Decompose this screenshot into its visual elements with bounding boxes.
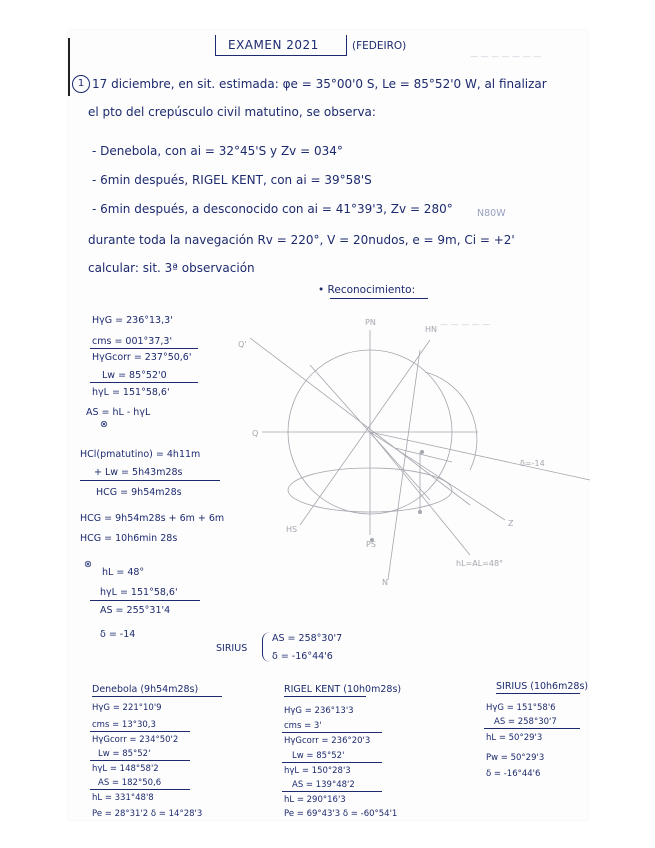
- problem-number: 1: [72, 75, 90, 93]
- title-underline: [92, 696, 222, 697]
- calc-line: AS = hL - hγL: [86, 407, 151, 418]
- calc-line: HγGcorr = 237°50,6': [92, 352, 192, 363]
- sirius-label: SIRIUS: [216, 643, 248, 654]
- label-q-prime: Q': [238, 340, 247, 349]
- calc-line: cms = 001°37,3': [92, 336, 173, 347]
- table-row: Pw = 50°29'3: [486, 753, 545, 763]
- table-row: AS = 139°48'2: [292, 780, 355, 790]
- vertical-circle-line: [388, 350, 420, 580]
- sum-line: [484, 728, 580, 729]
- reference-mark: ⊗: [84, 559, 92, 570]
- page-subtitle: (FEDEIRO): [352, 40, 407, 52]
- table-row: HγGcorr = 236°20'3: [284, 736, 371, 746]
- reference-mark: ⊗: [100, 419, 108, 430]
- table-row: Lw = 85°52': [98, 749, 151, 759]
- sirius-as: AS = 258°30'7: [272, 633, 343, 644]
- table-row: hγL = 150°28'3: [284, 766, 351, 776]
- table-row: AS = 258°30'7: [494, 717, 557, 727]
- observation-3-note: N80W: [477, 208, 506, 219]
- sirius-dec: δ = -16°44'6: [272, 651, 333, 662]
- observation-2: - 6min después, RIGEL KENT, con ai = 39°58'S: [92, 173, 372, 187]
- calc-line: + Lw = 5h43m28s: [94, 467, 183, 478]
- sum-line: [90, 731, 190, 732]
- table-title-sirius: SIRIUS (10h6m28s): [496, 681, 589, 692]
- observation-1: - Denebola, con ai = 32°45'S y Zv = 034°: [92, 144, 343, 158]
- label-declination: δ=-14: [520, 459, 545, 468]
- star-point: [420, 450, 424, 454]
- sum-line: [90, 789, 190, 790]
- calc-line: Lw = 85°52'0: [102, 370, 167, 381]
- table-row: cms = 3': [284, 721, 322, 731]
- title-underline: [284, 696, 366, 697]
- label-ps: PS: [366, 540, 376, 549]
- table-title-denebola: Denebola (9h54m28s): [92, 684, 199, 695]
- observation-3: - 6min después, a desconocido con ai = 41°39'3, Zv = 280°: [92, 202, 453, 216]
- calc-line: hγL = 151°58,6': [92, 387, 170, 398]
- zenith-line: [370, 432, 505, 520]
- course-line: durante toda la navegación Rv = 220°, V = 20nudos, e = 9m, Ci = +2': [88, 233, 515, 247]
- table-row: HγG = 236°13'3: [284, 706, 354, 716]
- calculate-line: calcular: sit. 3ª observación: [88, 261, 255, 275]
- calc-line: δ = -14: [100, 629, 136, 640]
- title-underline: [496, 693, 580, 694]
- table-row: hL = 290°16'3: [284, 795, 346, 805]
- label-z: Z: [508, 519, 514, 528]
- calc-line: hγL = 151°58,6': [100, 587, 178, 598]
- calc-line: HCG = 10h6min 28s: [80, 533, 178, 544]
- table-row: hL = 331°48'8: [92, 793, 154, 803]
- table-row: HγG = 151°58'6: [486, 703, 556, 713]
- label-q: Q: [252, 429, 259, 438]
- table-row: Pe = 28°31'2 δ = 14°28'3: [92, 809, 203, 819]
- table-row: AS = 182°50,6: [98, 778, 162, 788]
- page-title: EXAMEN 2021: [228, 38, 319, 52]
- calc-line: HγG = 236°13,3': [92, 315, 173, 326]
- label-pn: PN: [365, 318, 376, 327]
- statement-line-2: el pto del crepúsculo civil matutino, se observa:: [88, 105, 376, 119]
- calc-line: HCG = 9h54m28s: [96, 487, 182, 498]
- label-hs: HS: [286, 525, 298, 534]
- recognition-title: • Reconocimiento:: [318, 284, 416, 296]
- bleed-through-text: — — — — —: [440, 320, 491, 329]
- table-row: cms = 13°30,3: [92, 720, 156, 730]
- equator-line: [250, 338, 470, 505]
- sum-line: [90, 760, 190, 761]
- bleed-through-text: — — — — — — —: [470, 52, 542, 61]
- calc-line: hL = 48°: [102, 567, 145, 578]
- table-row: hγL = 148°58'2: [92, 764, 159, 774]
- table-row: HγG = 221°10'9: [92, 703, 162, 713]
- table-title-rigel-kent: RIGEL KENT (10h0m28s): [284, 684, 402, 695]
- table-row: Lw = 85°52': [292, 751, 345, 761]
- label-altitude: hL=AL=48°: [456, 559, 504, 568]
- calc-line: HCl(pmatutino) = 4h11m: [80, 449, 201, 460]
- sum-line: [282, 732, 382, 733]
- table-row: Pe = 69°43'3 δ = -60°54'1: [284, 809, 398, 819]
- table-row: hL = 50°29'3: [486, 733, 543, 743]
- star-point: [418, 510, 422, 514]
- statement-line-1: 17 diciembre, en sit. estimada: φe = 35°00'0 S, Le = 85°52'0 W, al finalizar: [92, 77, 547, 91]
- label-hn: HN: [425, 325, 437, 334]
- sum-line: [282, 762, 382, 763]
- calc-line: HCG = 9h54m28s + 6m + 6m: [80, 513, 225, 524]
- label-n: N: [382, 578, 388, 587]
- calc-line: AS = 255°31'4: [100, 605, 171, 616]
- table-row: δ = -16°44'6: [486, 769, 541, 779]
- table-row: HγGcorr = 234°50'2: [92, 735, 179, 745]
- sum-line: [282, 791, 382, 792]
